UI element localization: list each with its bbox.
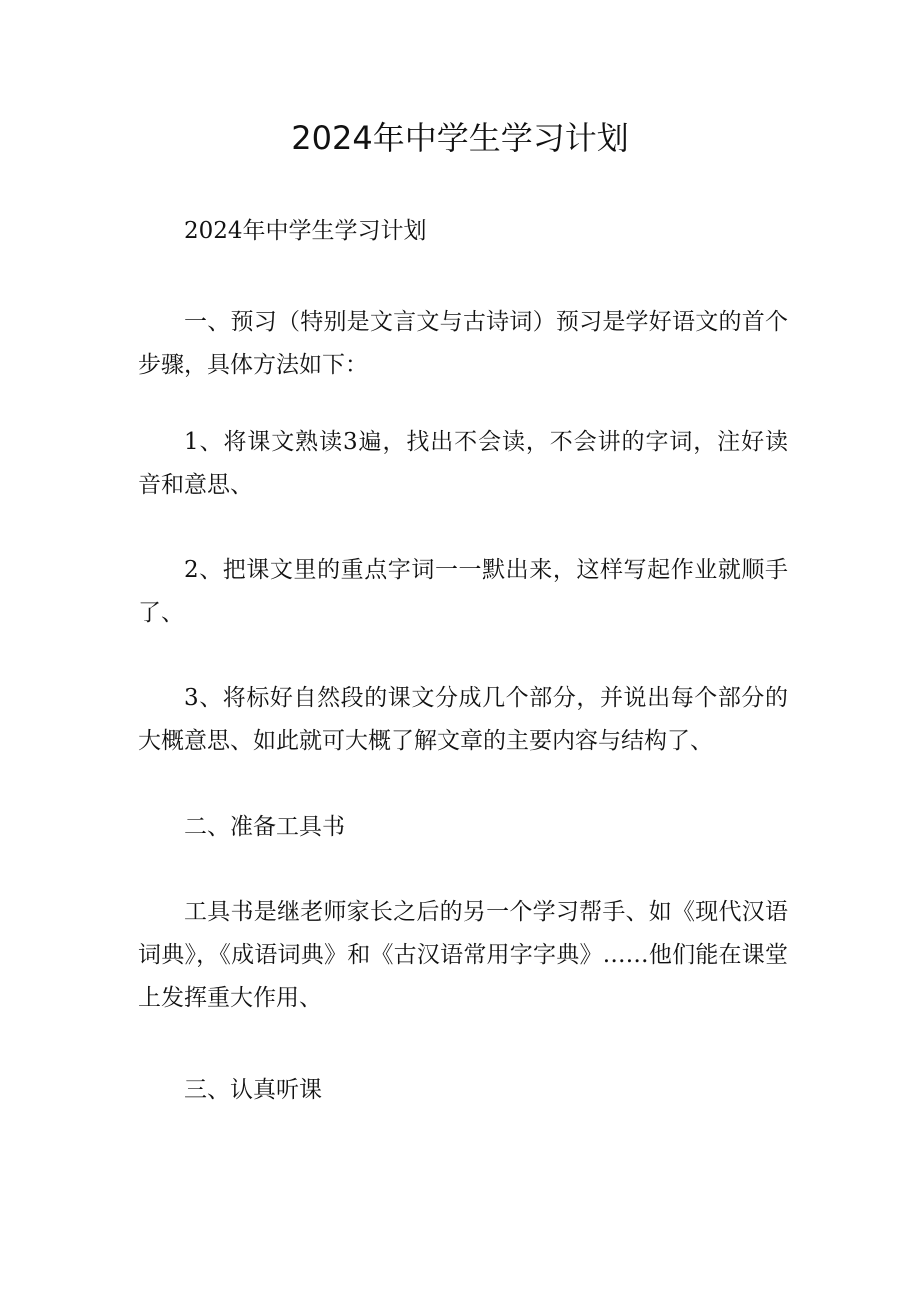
section-heading-tools: 二、准备工具书 (184, 814, 345, 840)
document-title: 2024年中学生学习计划 (291, 119, 629, 157)
tools-paragraph: 工具书是继老师家长之后的另一个学习帮手、如《现代汉语词典》，《成语词典》和《古汉语常用字字典》……他们能在课堂上发挥重大作用、 (138, 899, 788, 1011)
section-heading-preview: 一、预习（特别是文言文与古诗词）预习是学好语文的首个步骤，具体方法如下： (138, 309, 788, 378)
list-item-1: 1、将课文熟读3遍，找出不会读，不会讲的字词，注好读音和意思、 (138, 429, 788, 498)
list-item-2: 2、把课文里的重点字词一一默出来，这样写起作业就顺手了、 (138, 557, 788, 626)
section-heading-listen: 三、认真听课 (184, 1077, 322, 1103)
subtitle-paragraph: 2024年中学生学习计划 (184, 218, 427, 244)
list-item-3: 3、将标好自然段的课文分成几个部分，并说出每个部分的大概意思、如此就可大概了解文章的主要内容与结构了、 (138, 685, 788, 754)
